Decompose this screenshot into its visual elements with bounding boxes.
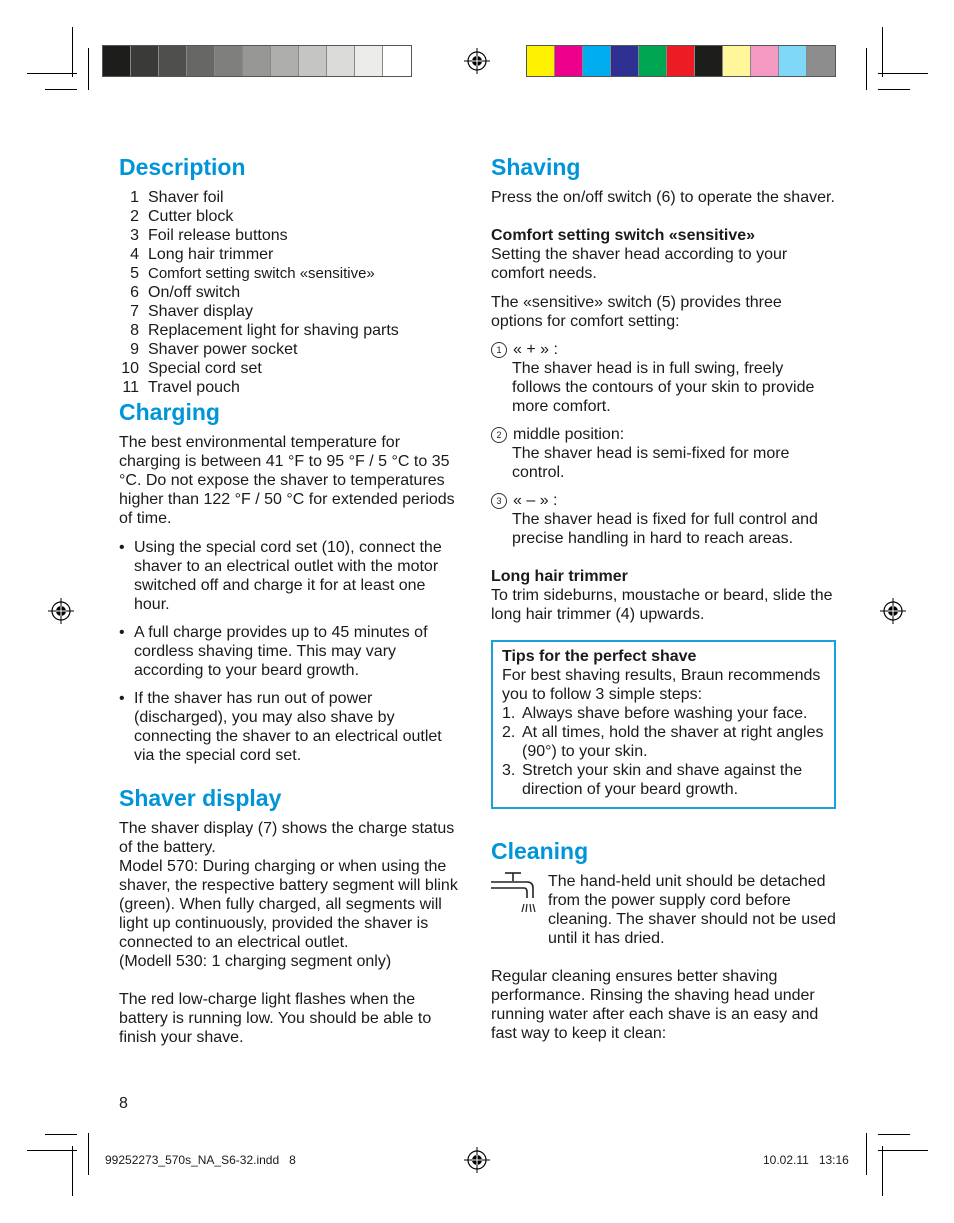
color-swatch [751, 46, 779, 76]
list-item: 9 Shaver power socket [130, 341, 298, 358]
number-circle-icon: 1 [491, 342, 507, 358]
comfort-text: Setting the shaver head according to your comfort needs. [491, 246, 788, 282]
charging-bullets [119, 538, 464, 765]
tips-intro: For best shaving results, Braun recommends you to follow 3 simple steps: [502, 667, 821, 703]
option-text: The shaver head is fixed for full control and precise handling in hard to reach areas. [512, 511, 818, 547]
list-item: • A full charge provides up to 45 minutes of cordless shaving time. This may vary according to your beard growth. [119, 624, 428, 679]
color-swatch [667, 46, 695, 76]
color-swatch [639, 46, 667, 76]
charging-intro: The best environmental temperature for charging is between 41 °F to 95 °F / 5 °C to 35 °C. Do not expose the shaver to temperatures higher than 122 °F / 50 °C for extended periods of time. [119, 434, 455, 527]
footer-date: 10.02.11 13:16 [763, 1153, 849, 1167]
grayscale-color-bar [102, 45, 412, 77]
color-swatch [271, 46, 299, 76]
color-swatch [215, 46, 243, 76]
trimmer-text: To trim sideburns, moustache or beard, slide the long hair trimmer (4) upwards. [491, 587, 833, 623]
list-item: 2. At all times, hold the shaver at right angles (90°) to your skin. [502, 724, 824, 760]
list-item: 1 Shaver foil [130, 189, 224, 206]
options-intro: The «sensitive» switch (5) provides three options for comfort setting: [491, 294, 782, 330]
color-swatch [131, 46, 159, 76]
display-heading: Shaver display [119, 785, 282, 811]
color-swatch [695, 46, 723, 76]
color-swatch [807, 46, 835, 76]
page-number: 8 [119, 1095, 128, 1112]
charging-heading: Charging [119, 399, 220, 425]
list-item: 8 Replacement light for shaving parts [130, 322, 399, 339]
cleaning-warning [491, 872, 836, 948]
tips-list [502, 704, 825, 799]
display-paragraph: The shaver display (7) shows the charge status of the battery. [119, 820, 455, 856]
right-column [491, 152, 836, 1043]
option-text: The shaver head is semi-fixed for more control. [512, 445, 790, 481]
registration-mark-icon [48, 598, 74, 624]
list-item: 11 Travel pouch [122, 379, 240, 396]
list-item: 1. Always shave before washing your face. [502, 705, 808, 722]
list-item: • Using the special cord set (10), connect the shaver to an electrical outlet with the motor switched off and charge it for at least one hour. [119, 539, 442, 613]
color-swatch [611, 46, 639, 76]
list-item: 3 Foil release buttons [130, 227, 288, 244]
left-column [119, 152, 464, 1047]
comfort-option: 1 « + » : [491, 340, 836, 359]
water-tap-icon [491, 868, 537, 918]
list-item: 10 Special cord set [121, 360, 262, 377]
color-swatch [299, 46, 327, 76]
number-circle-icon: 3 [491, 493, 507, 509]
registration-mark-icon [464, 48, 490, 74]
tips-title: Tips for the perfect shave [502, 648, 697, 665]
color-swatch [779, 46, 807, 76]
color-swatch [583, 46, 611, 76]
trimmer-title: Long hair trimmer [491, 568, 628, 585]
display-paragraph: (Modell 530: 1 charging segment only) [119, 953, 392, 970]
comfort-title: Comfort setting switch «sensitive» [491, 227, 756, 244]
footer-file-info: 99252273_570s_NA_S6-32.indd 8 [105, 1153, 296, 1167]
color-swatch [555, 46, 583, 76]
tips-box [491, 640, 836, 809]
shaving-heading: Shaving [491, 154, 581, 180]
list-item: 2 Cutter block [130, 208, 234, 225]
color-swatch [187, 46, 215, 76]
list-item: • If the shaver has run out of power (discharged), you may also shave by connecting the shaver to an electrical outlet via the special cord set. [119, 690, 442, 764]
color-swatch [159, 46, 187, 76]
description-heading: Description [119, 154, 246, 180]
parts-list [119, 188, 464, 397]
color-swatch [383, 46, 411, 76]
color-swatch [527, 46, 555, 76]
shaving-intro: Press the on/off switch (6) to operate the shaver. [491, 189, 835, 206]
color-swatch [243, 46, 271, 76]
color-swatch [327, 46, 355, 76]
cleaning-text: Regular cleaning ensures better shaving performance. Rinsing the shaving head under running water after each shave is an easy and fast way to keep it clean: [491, 968, 819, 1042]
registration-mark-icon [880, 598, 906, 624]
comfort-option: 2 middle position: [491, 425, 836, 444]
list-item: 7 Shaver display [130, 303, 253, 320]
display-paragraph: The red low-charge light flashes when the battery is running low. You should be able to finish your shave. [119, 991, 432, 1046]
color-swatch [355, 46, 383, 76]
process-color-bar [526, 45, 836, 77]
cleaning-heading: Cleaning [491, 838, 589, 864]
number-circle-icon: 2 [491, 427, 507, 443]
color-swatch [103, 46, 131, 76]
registration-mark-icon [464, 1147, 490, 1173]
list-item: 3. Stretch your skin and shave against the direction of your beard growth. [502, 762, 803, 798]
list-item: 5 Comfort setting switch «sensitive» [130, 265, 375, 282]
comfort-option: 3 « – » : [491, 491, 836, 510]
color-swatch [723, 46, 751, 76]
option-text: The shaver head is in full swing, freely follows the contours of your skin to provide more comfort. [512, 360, 815, 415]
list-item: 6 On/off switch [130, 284, 241, 301]
display-paragraph: Model 570: During charging or when using the shaver, the respective battery segment will blink (green). When fully charged, all segments will light up continuously, provided the shaver is connected to an electrical outlet. [119, 858, 458, 951]
cleaning-warning-text: The hand-held unit should be detached from the power supply cord before cleaning. The shaver should not be used until it has dried. [548, 873, 836, 947]
list-item: 4 Long hair trimmer [130, 246, 274, 263]
